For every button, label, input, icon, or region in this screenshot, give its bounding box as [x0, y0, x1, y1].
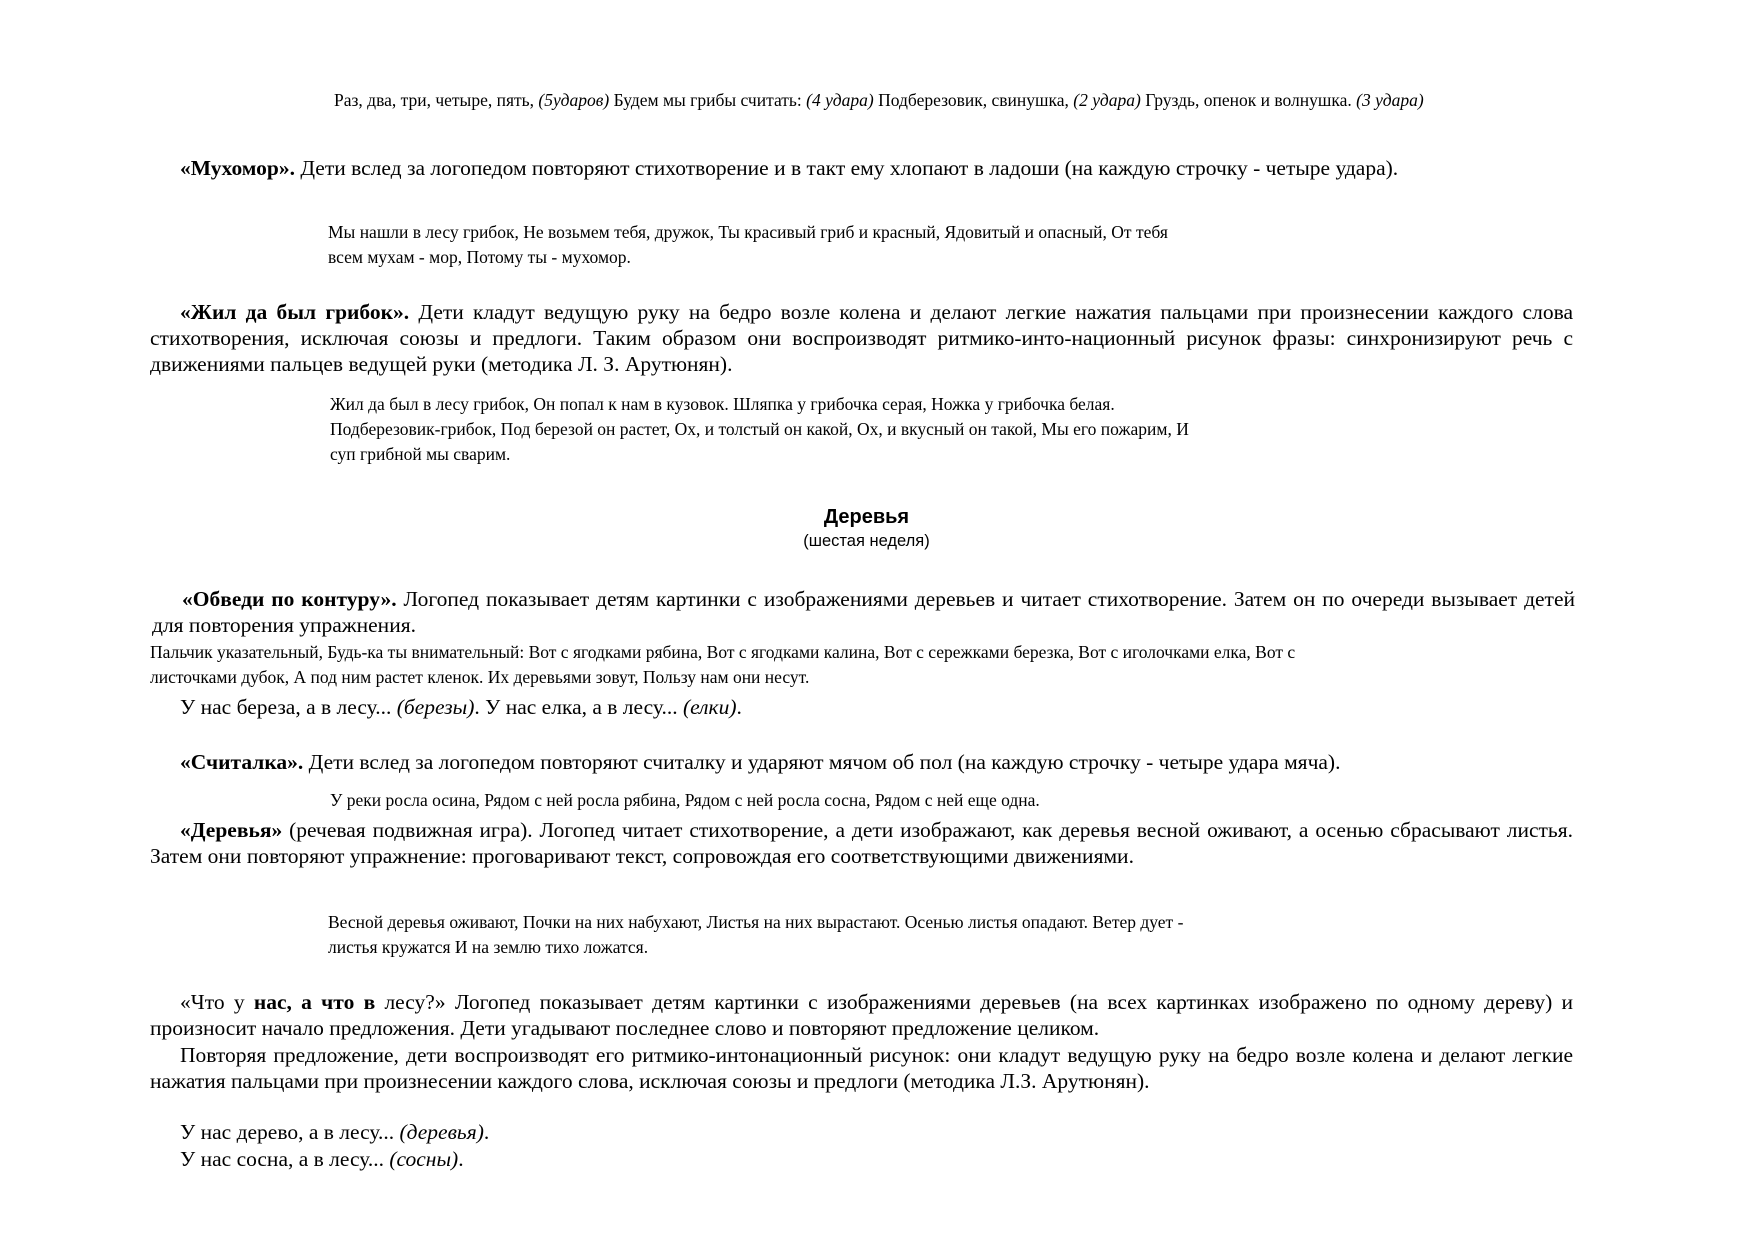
example-sentence [150, 1146, 1573, 1172]
verse-gribok [330, 392, 1530, 467]
section-title: Деревья [823, 506, 910, 528]
verse-text: Подберезовик, свинушка, [873, 90, 1074, 110]
verse-text: Груздь, опенок и волнушка. [1140, 90, 1357, 110]
exercise-title: «Считалка». [180, 750, 304, 774]
exercise-obvedi [152, 586, 1575, 638]
verse-osina [330, 788, 1530, 813]
verse-line: листья кружатся И на землю тихо ложатся. [328, 937, 649, 957]
verse-annotation: (2 удара) [1073, 90, 1141, 110]
section-subtitle: (шестая неделя) [803, 532, 930, 550]
verse-line: листочками дубок, А под ним растет кленок. Их деревьями зовут, Пользу нам они несут. [150, 667, 810, 687]
exercise-title: нас, а что в [253, 990, 376, 1014]
verse-line: У реки росла осина, Рядом с ней росла рябина, Рядом с ней росла сосна, Рядом с ней еще одна. [330, 790, 1040, 810]
example-answer: (деревья) [399, 1120, 484, 1144]
verse-line: суп грибной мы сварим. [330, 444, 511, 464]
example-sentence [150, 1119, 1573, 1145]
verse-line: Весной деревья оживают, Почки на них набухают, Листья на них вырастают. Осенью листья опадают. Ветер дует - [328, 912, 1184, 932]
exercise-paragraph [150, 155, 1573, 181]
exercise-text: (речевая подвижная игра). Логопед читает стихотворение, а дети изображают, как деревья весной оживают, а осенью сбрасывают листья. Затем они повторяют упражнение: проговаривают текст, сопровождая его соответствующими движениями. [150, 818, 1573, 868]
exercise-schitalka [150, 749, 1573, 775]
exercise-text: лесу?» Логопед показывает детям картинки с изображениями деревьев (на всех картинках изображено по одному дереву) и произносит начало предложения. Дети угадывают последнее слово и повторяют предложение целиком. [150, 990, 1574, 1040]
verse-text: Будем мы грибы считать: [609, 90, 807, 110]
exercise-text: Логопед показывает детям картинки с изображениями деревьев и читает стихотворение. Затем он по очереди вызывает детей для повторения упражнения. [152, 587, 1575, 637]
example-text: У нас сосна, а в лесу... [180, 1147, 390, 1171]
example-sosna [150, 1146, 1573, 1172]
exercise-title: «Мухомор». [180, 156, 295, 180]
verse-annotation: (4 удара) [806, 90, 874, 110]
verse-text: Раз, два, три, четыре, пять, [334, 90, 539, 110]
section-header [0, 504, 1733, 552]
verse-line: Подберезовик-грибок, Под березой он растет, Ох, и толстый он какой, Ох, и вкусный он такой, Мы его пожарим, И [330, 419, 1189, 439]
exercise-paragraph [150, 749, 1573, 775]
exercise-paragraph [150, 817, 1573, 869]
verse-annotation: (3 удара) [1356, 90, 1424, 110]
exercise-text: Дети вслед за логопедом повторяют считалку и ударяют мячом об пол (на каждую строчку - четыре удара мяча). [303, 750, 1341, 774]
example-text: . [483, 1120, 490, 1144]
verse-mukhomor [328, 220, 1528, 270]
example-derevo [150, 1119, 1573, 1145]
exercise-paragraph [150, 299, 1573, 377]
counting-verse-text [330, 88, 1450, 113]
example-sentence [150, 694, 1573, 720]
exercise-zhil-da-byl [150, 299, 1573, 377]
verse-vesnoy [328, 910, 1528, 960]
exercise-derevya [150, 817, 1573, 869]
exercise-paragraph [152, 586, 1575, 638]
verse-line: Жил да был в лесу грибок, Он попал к нам в кузовок. Шляпка у грибочка серая, Ножка у грибочка белая. [330, 394, 1115, 414]
example-text: . [736, 695, 742, 719]
verse-annotation: (5ударов) [538, 90, 610, 110]
exercise-paragraph [150, 989, 1573, 1041]
exercise-title: «Обведи по контуру». [182, 587, 397, 611]
verse-palchik [150, 640, 1590, 690]
verse-line: всем мухам - мор, Потому ты - мухомор. [328, 247, 631, 267]
body-paragraph: Повторяя предложение, дети воспроизводят его ритмико-интонационный рисунок: они кладут ведущую руку на бедро возле колена и делают легкие нажатия пальцами при произнесении каждого слова, исключая союзы и предлоги (методика Л.З. Арутюнян). [150, 1043, 1573, 1093]
example-answer: (березы) [396, 695, 475, 719]
exercise-text: «Что у [180, 990, 254, 1014]
example-answer: (елки) [682, 695, 737, 719]
example-answer: (сосны) [389, 1147, 459, 1171]
example-text: . [458, 1147, 464, 1171]
example-text: У нас дерево, а в лесу... [180, 1120, 400, 1144]
verse-line: Пальчик указательный, Будь-ка ты внимательный: Вот с ягодками рябина, Вот с ягодками калина, Вот с сережками березка, Вот с иголочками елка, Вот с [150, 642, 1296, 662]
example-text: . У нас елка, а в лесу... [474, 695, 683, 719]
example-text: У нас береза, а в лесу... [180, 695, 397, 719]
verse-line: Мы нашли в лесу грибок, Не возьмем тебя, дружок, Ты красивый гриб и красный, Ядовитый и опасный, От тебя [328, 222, 1168, 242]
exercise-title: «Деревья» [180, 818, 283, 842]
exercise-chto-u-nas [150, 989, 1573, 1041]
exercise-mukhomor [150, 155, 1573, 181]
exercise-title: «Жил да был грибок». [180, 300, 410, 324]
paragraph-povtoryaya [150, 1042, 1573, 1094]
exercise-text: Дети вслед за логопедом повторяют стихотворение и в такт ему хлопают в ладоши (на каждую строчку - четыре удара). [294, 156, 1399, 180]
example-bereza [150, 694, 1573, 720]
counting-verse [330, 88, 1450, 113]
exercise-text: Дети кладут ведущую руку на бедро возле колена и делают легкие нажатия пальцами при произнесении каждого слова стихотворения, исключая союзы и предлоги. Таким образом они воспроизводят ритмико-инто-национный рисунок фразы: синхронизируют речь с движениями пальцев ведущей руки (методика Л. З. Арутюнян). [150, 300, 1573, 376]
